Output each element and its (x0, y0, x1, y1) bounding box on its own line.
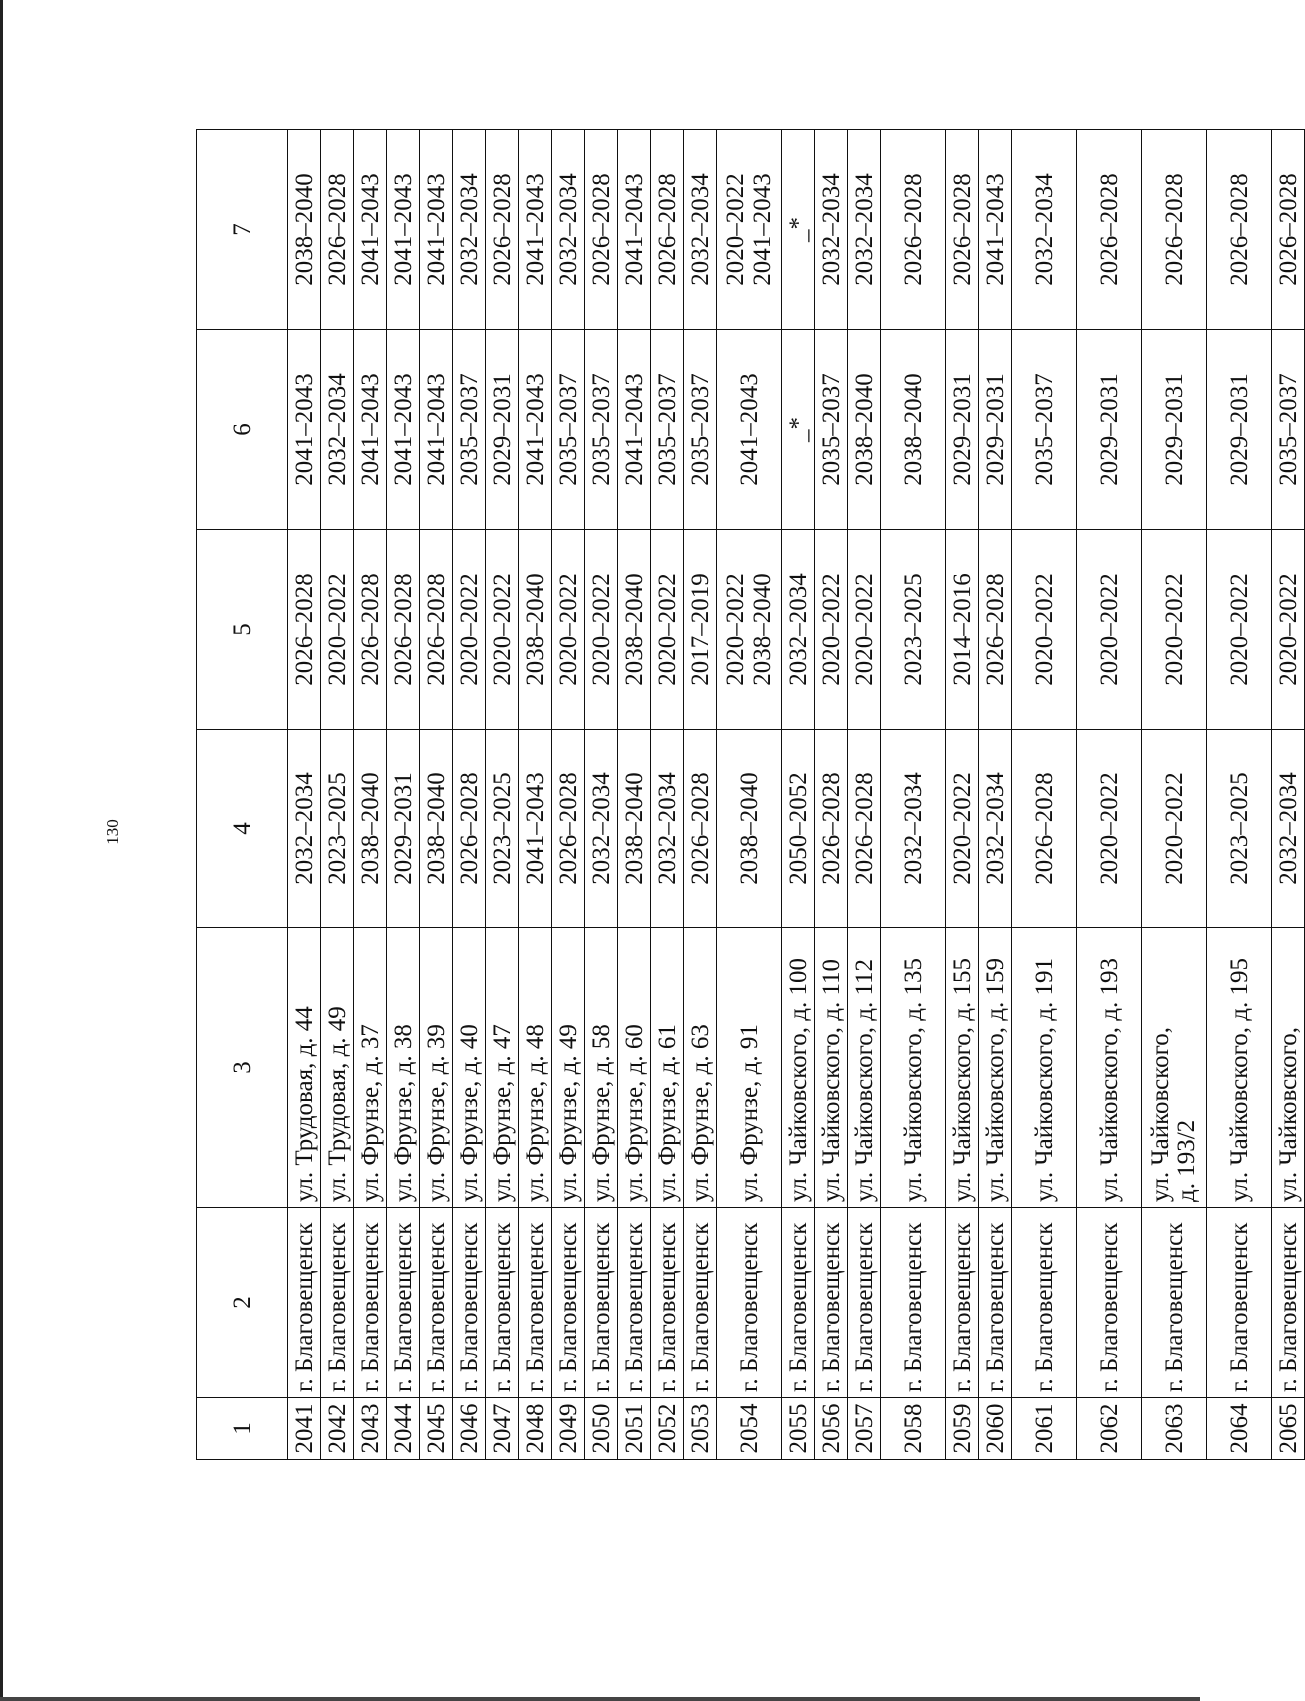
period-cell-5: 2020–2022 2038–2040 (717, 530, 782, 730)
row-number-cell: 2050 (585, 1398, 618, 1460)
table-row (387, 130, 420, 1460)
period-cell-7: 2026–2028 (1077, 130, 1142, 330)
period-cell-7: 2038–2040 (288, 130, 321, 330)
period-cell-4: 2026–2028 (848, 730, 881, 928)
period-cell-5: 2020–2022 (651, 530, 684, 730)
period-cell-4: 2020–2022 (1077, 730, 1142, 928)
period-cell-6: 2041–2043 (354, 330, 387, 530)
table-row (321, 130, 354, 1460)
city-cell: г. Благовещенск (979, 1208, 1012, 1398)
city-cell: г. Благовещенск (1272, 1208, 1305, 1398)
address-cell: ул. Фрунзе, д. 60 (618, 928, 651, 1208)
period-cell-4: 2041–2043 (519, 730, 552, 928)
table-row (815, 130, 848, 1460)
period-cell-5: 2020–2022 (1077, 530, 1142, 730)
period-cell-4: 2020–2022 (1142, 730, 1207, 928)
city-cell: г. Благовещенск (684, 1208, 717, 1398)
row-number-cell: 2044 (387, 1398, 420, 1460)
table-row (946, 130, 979, 1460)
period-cell-5: 2026–2028 (354, 530, 387, 730)
period-cell-5: 2020–2022 (552, 530, 585, 730)
city-cell: г. Благовещенск (453, 1208, 486, 1398)
column-header: 7 (197, 130, 288, 330)
address-cell: ул. Чайковского, д. 159 (979, 928, 1012, 1208)
address-cell: ул. Чайковского, д. 195 (1207, 928, 1272, 1208)
city-cell: г. Благовещенск (881, 1208, 946, 1398)
period-cell-7: 2041–2043 (519, 130, 552, 330)
city-cell: г. Благовещенск (1077, 1208, 1142, 1398)
period-cell-6: 2029–2031 (486, 330, 519, 530)
city-cell: г. Благовещенск (288, 1208, 321, 1398)
period-cell-7: 2026–2028 (881, 130, 946, 330)
period-cell-7: 2026–2028 (946, 130, 979, 330)
schedule-table (196, 129, 1305, 1460)
period-cell-5: 2026–2028 (420, 530, 453, 730)
row-number-cell: 2052 (651, 1398, 684, 1460)
row-number-cell: 2056 (815, 1398, 848, 1460)
city-cell: г. Благовещенск (486, 1208, 519, 1398)
period-cell-6: 2029–2031 (979, 330, 1012, 530)
period-cell-4: 2026–2028 (453, 730, 486, 928)
period-cell-4: 2032–2034 (288, 730, 321, 928)
period-cell-4: 2026–2028 (815, 730, 848, 928)
row-number-cell: 2045 (420, 1398, 453, 1460)
period-cell-5: 2038–2040 (618, 530, 651, 730)
period-cell-4: 2023–2025 (486, 730, 519, 928)
address-cell: ул. Фрунзе, д. 47 (486, 928, 519, 1208)
period-cell-5: 2020–2022 (815, 530, 848, 730)
table-row (453, 130, 486, 1460)
column-header: 2 (197, 1208, 288, 1398)
period-cell-6: 2041–2043 (519, 330, 552, 530)
table-row (1207, 130, 1272, 1460)
row-number-cell: 2058 (881, 1398, 946, 1460)
address-cell: ул. Фрунзе, д. 37 (354, 928, 387, 1208)
period-cell-6: 2041–2043 (717, 330, 782, 530)
city-cell: г. Благовещенск (354, 1208, 387, 1398)
period-cell-4: 2023–2025 (1207, 730, 1272, 928)
city-cell: г. Благовещенск (651, 1208, 684, 1398)
page-number: 130 (103, 819, 122, 845)
address-cell: ул. Чайковского, д. 193/2 (1142, 928, 1207, 1208)
row-number-cell: 2054 (717, 1398, 782, 1460)
period-cell-4: 2038–2040 (618, 730, 651, 928)
period-cell-4: 2026–2028 (684, 730, 717, 928)
period-cell-6: 2041–2043 (387, 330, 420, 530)
period-cell-6: 2041–2043 (288, 330, 321, 530)
period-cell-7: 2032–2034 (815, 130, 848, 330)
address-cell: ул. Трудовая, д. 44 (288, 928, 321, 1208)
city-cell: г. Благовещенск (1207, 1208, 1272, 1398)
period-cell-7: 2041–2043 (387, 130, 420, 330)
city-cell: г. Благовещенск (1012, 1208, 1077, 1398)
city-cell: г. Благовещенск (321, 1208, 354, 1398)
row-number-cell: 2043 (354, 1398, 387, 1460)
row-number-cell: 2055 (782, 1398, 815, 1460)
period-cell-6: 2029–2031 (1207, 330, 1272, 530)
row-number-cell: 2046 (453, 1398, 486, 1460)
address-cell: ул. Фрунзе, д. 63 (684, 928, 717, 1208)
period-cell-6: 2035–2037 (651, 330, 684, 530)
scan-edge-left (0, 0, 3, 1701)
address-cell: ул. Фрунзе, д. 40 (453, 928, 486, 1208)
city-cell: г. Благовещенск (848, 1208, 881, 1398)
period-cell-7: 2026–2028 (1272, 130, 1305, 330)
period-cell-4: 2032–2034 (651, 730, 684, 928)
period-cell-5: 2017–2019 (684, 530, 717, 730)
header-row (197, 130, 288, 1460)
table-row (782, 130, 815, 1460)
row-number-cell: 2053 (684, 1398, 717, 1460)
table-row (552, 130, 585, 1460)
period-cell-7: 2032–2034 (552, 130, 585, 330)
period-cell-7: 2032–2034 (684, 130, 717, 330)
period-cell-6: 2035–2037 (1012, 330, 1077, 530)
period-cell-4: 2050–2052 (782, 730, 815, 928)
table-row (354, 130, 387, 1460)
address-cell: ул. Чайковского, д. 193 (1077, 928, 1142, 1208)
period-cell-6: 2035–2037 (684, 330, 717, 530)
period-cell-7: 2026–2028 (486, 130, 519, 330)
period-cell-7: 2032–2034 (848, 130, 881, 330)
period-cell-4: 2020–2022 (946, 730, 979, 928)
period-cell-7: 2041–2043 (420, 130, 453, 330)
table-row (651, 130, 684, 1460)
period-cell-7: 2020–2022 2041–2043 (717, 130, 782, 330)
address-cell: ул. Трудовая, д. 49 (321, 928, 354, 1208)
table-row (1012, 130, 1077, 1460)
column-header: 5 (197, 530, 288, 730)
address-cell: ул. Чайковского, д. 191 (1012, 928, 1077, 1208)
period-cell-6: 2032–2034 (321, 330, 354, 530)
address-cell: ул. Чайковского, (1272, 928, 1305, 1208)
period-cell-4: 2038–2040 (420, 730, 453, 928)
period-cell-5: 2026–2028 (387, 530, 420, 730)
column-header: 6 (197, 330, 288, 530)
address-cell: ул. Чайковского, д. 112 (848, 928, 881, 1208)
period-cell-7: 2041–2043 (979, 130, 1012, 330)
period-cell-4: 2032–2034 (979, 730, 1012, 928)
row-number-cell: 2065 (1272, 1398, 1305, 1460)
row-number-cell: 2049 (552, 1398, 585, 1460)
period-cell-7: 2026–2028 (321, 130, 354, 330)
row-number-cell: 2062 (1077, 1398, 1142, 1460)
period-cell-7: 2041–2043 (354, 130, 387, 330)
period-cell-6: 2035–2037 (552, 330, 585, 530)
table-row (420, 130, 453, 1460)
column-header: 1 (197, 1398, 288, 1460)
period-cell-4: 2029–2031 (387, 730, 420, 928)
table-row (519, 130, 552, 1460)
period-cell-5: 2020–2022 (453, 530, 486, 730)
period-cell-7: 2026–2028 (585, 130, 618, 330)
period-cell-4: 2026–2028 (1012, 730, 1077, 928)
address-cell: ул. Фрунзе, д. 38 (387, 928, 420, 1208)
period-cell-5: 2026–2028 (288, 530, 321, 730)
table-row (881, 130, 946, 1460)
table-row (1272, 130, 1305, 1460)
city-cell: г. Благовещенск (618, 1208, 651, 1398)
period-cell-4: 2038–2040 (354, 730, 387, 928)
row-number-cell: 2061 (1012, 1398, 1077, 1460)
period-cell-4: 2026–2028 (552, 730, 585, 928)
address-cell: ул. Чайковского, д. 110 (815, 928, 848, 1208)
row-number-cell: 2059 (946, 1398, 979, 1460)
city-cell: г. Благовещенск (717, 1208, 782, 1398)
period-cell-5: 2020–2022 (1207, 530, 1272, 730)
table-row (1142, 130, 1207, 1460)
table-row (486, 130, 519, 1460)
period-cell-4: 2023–2025 (321, 730, 354, 928)
period-cell-6: 2029–2031 (946, 330, 979, 530)
period-cell-6: 2041–2043 (618, 330, 651, 530)
table-row (585, 130, 618, 1460)
column-header: 3 (197, 928, 288, 1208)
city-cell: г. Благовещенск (1142, 1208, 1207, 1398)
row-number-cell: 2047 (486, 1398, 519, 1460)
period-cell-5: 2020–2022 (486, 530, 519, 730)
address-cell: ул. Фрунзе, д. 48 (519, 928, 552, 1208)
period-cell-7: 2026–2028 (651, 130, 684, 330)
address-cell: ул. Чайковского, д. 100 (782, 928, 815, 1208)
address-cell: ул. Чайковского, д. 135 (881, 928, 946, 1208)
period-cell-5: 2020–2022 (1272, 530, 1305, 730)
address-cell: ул. Фрунзе, д. 58 (585, 928, 618, 1208)
period-cell-4: 2032–2034 (881, 730, 946, 928)
address-cell: ул. Чайковского, д. 155 (946, 928, 979, 1208)
period-cell-5: 2023–2025 (881, 530, 946, 730)
table-row (618, 130, 651, 1460)
table-row (288, 130, 321, 1460)
row-number-cell: 2057 (848, 1398, 881, 1460)
period-cell-6: 2035–2037 (585, 330, 618, 530)
address-cell: ул. Фрунзе, д. 39 (420, 928, 453, 1208)
city-cell: г. Благовещенск (387, 1208, 420, 1398)
period-cell-5: 2032–2034 (782, 530, 815, 730)
period-cell-6: 2038–2040 (848, 330, 881, 530)
row-number-cell: 2063 (1142, 1398, 1207, 1460)
period-cell-5: 2020–2022 (1142, 530, 1207, 730)
period-cell-6: 2035–2037 (1272, 330, 1305, 530)
table-row (684, 130, 717, 1460)
city-cell: г. Благовещенск (946, 1208, 979, 1398)
period-cell-6: 2029–2031 (1077, 330, 1142, 530)
city-cell: г. Благовещенск (782, 1208, 815, 1398)
period-cell-6: 2035–2037 (815, 330, 848, 530)
scan-edge-bottom (0, 1697, 1200, 1701)
period-cell-6: 2041–2043 (420, 330, 453, 530)
period-cell-5: 2020–2022 (848, 530, 881, 730)
period-cell-7: 2032–2034 (453, 130, 486, 330)
table-row (717, 130, 782, 1460)
period-cell-6: 2035–2037 (453, 330, 486, 530)
row-number-cell: 2048 (519, 1398, 552, 1460)
table-body (288, 130, 1305, 1460)
row-number-cell: 2060 (979, 1398, 1012, 1460)
address-cell: ул. Фрунзе, д. 49 (552, 928, 585, 1208)
row-number-cell: 2042 (321, 1398, 354, 1460)
period-cell-6: 2038–2040 (881, 330, 946, 530)
city-cell: г. Благовещенск (585, 1208, 618, 1398)
row-number-cell: 2041 (288, 1398, 321, 1460)
table-row (848, 130, 881, 1460)
period-cell-5: 2038–2040 (519, 530, 552, 730)
period-cell-6: _* (782, 330, 815, 530)
period-cell-5: 2020–2022 (321, 530, 354, 730)
table-row (979, 130, 1012, 1460)
city-cell: г. Благовещенск (420, 1208, 453, 1398)
period-cell-7: 2041–2043 (618, 130, 651, 330)
period-cell-6: 2029–2031 (1142, 330, 1207, 530)
period-cell-7: 2032–2034 (1012, 130, 1077, 330)
period-cell-7: 2026–2028 (1207, 130, 1272, 330)
row-number-cell: 2064 (1207, 1398, 1272, 1460)
city-cell: г. Благовещенск (815, 1208, 848, 1398)
period-cell-4: 2032–2034 (1272, 730, 1305, 928)
period-cell-4: 2032–2034 (585, 730, 618, 928)
row-number-cell: 2051 (618, 1398, 651, 1460)
city-cell: г. Благовещенск (552, 1208, 585, 1398)
period-cell-5: 2020–2022 (1012, 530, 1077, 730)
period-cell-5: 2026–2028 (979, 530, 1012, 730)
period-cell-5: 2020–2022 (585, 530, 618, 730)
address-cell: ул. Фрунзе, д. 61 (651, 928, 684, 1208)
period-cell-5: 2014–2016 (946, 530, 979, 730)
period-cell-7: _* (782, 130, 815, 330)
city-cell: г. Благовещенск (519, 1208, 552, 1398)
period-cell-7: 2026–2028 (1142, 130, 1207, 330)
address-cell: ул. Фрунзе, д. 91 (717, 928, 782, 1208)
period-cell-4: 2038–2040 (717, 730, 782, 928)
table-row (1077, 130, 1142, 1460)
column-header: 4 (197, 730, 288, 928)
rotated-table-container (196, 130, 1302, 1460)
